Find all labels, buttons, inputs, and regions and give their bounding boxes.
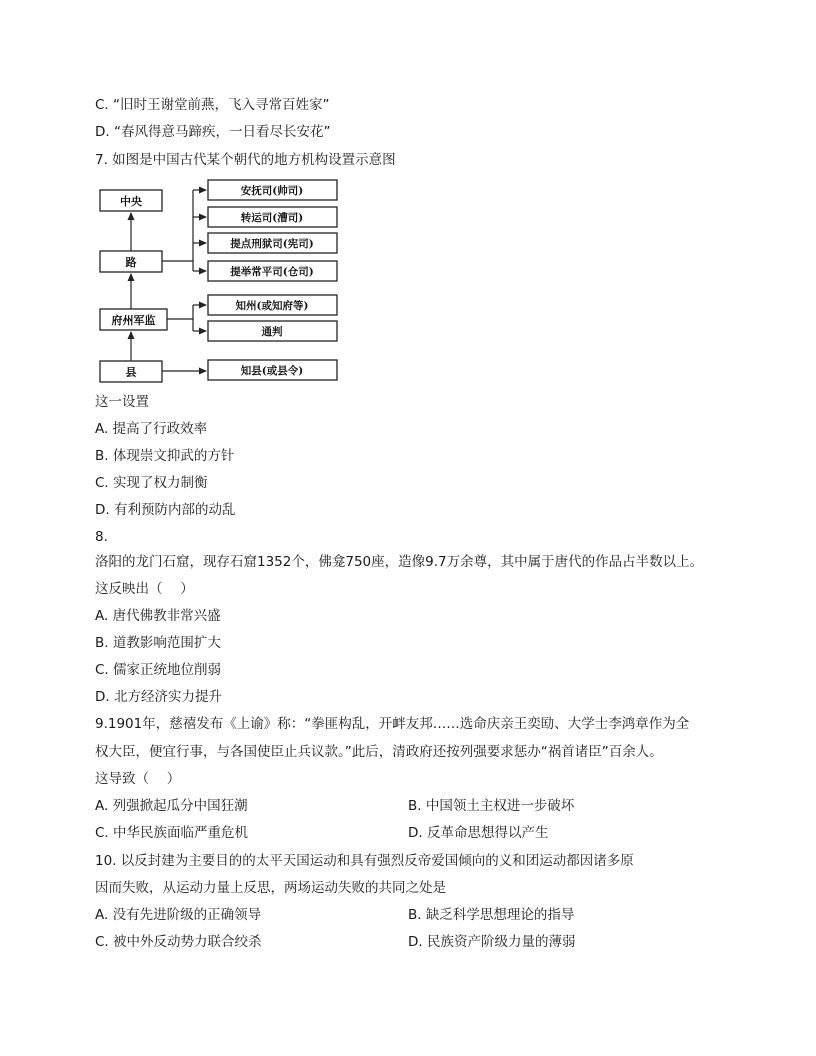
q7-option-c: C. 实现了权力制衡 [95, 475, 208, 491]
q9-option-d: D. 反革命思想得以产生 [408, 825, 549, 841]
local-administration-diagram [95, 175, 345, 385]
node-zhizhou-label: 知州(或知府等) [235, 300, 309, 312]
node-zhixian-label: 知县(或县令) [240, 365, 304, 377]
node-tongpan-label: 通判 [261, 326, 283, 338]
q7-option-a: A. 提高了行政效率 [95, 421, 208, 437]
q6-option-d: D. “春风得意马蹄疾，一日看尽长安花” [95, 124, 331, 140]
q8-option-c: C. 儒家正统地位削弱 [95, 662, 222, 678]
q7-lead: 这一设置 [95, 394, 149, 410]
q9-option-c: C. 中华民族面临严重危机 [95, 825, 249, 841]
q7-option-b: B. 体现崇文抑武的方针 [95, 448, 235, 464]
node-zhuanyun-label: 转运司(漕司) [240, 212, 304, 224]
q10-stem-line2: 因而失败，从运动力量上反思，两场运动失败的共同之处是 [95, 880, 446, 896]
q8-stem-line1: 洛阳的龙门石窟，现存石窟1352个，佛龛750座，造像9.7万余尊，其中属于唐代的作品占半数以上。 [95, 554, 704, 570]
q9-stem-line3: 这导致（ ） [95, 771, 181, 787]
node-fuzhou-label: 府州军监 [111, 314, 156, 327]
q9-option-a: A. 列强掀起瓜分中国狂潮 [95, 798, 248, 814]
q10-option-c: C. 被中外反动势力联合绞杀 [95, 934, 262, 950]
node-tiju-label: 提举常平司(仓司) [230, 266, 314, 278]
node-anfu-label: 安抚司(帅司) [240, 185, 304, 197]
q8-number: 8. [95, 529, 108, 545]
q8-option-a: A. 唐代佛教非常兴盛 [95, 608, 221, 624]
q7-stem: 7. 如图是中国古代某个朝代的地方机构设置示意图 [95, 152, 396, 168]
q9-option-b: B. 中国领土主权进一步破坏 [408, 798, 575, 814]
q8-stem-line2: 这反映出（ ） [95, 581, 194, 597]
node-tidian-label: 提点刑狱司(宪司) [230, 238, 314, 250]
q10-stem-line1: 10. 以反封建为主要目的的太平天国运动和具有强烈反帝爱国倾向的义和团运动都因诸多原 [95, 853, 634, 869]
q8-option-d: D. 北方经济实力提升 [95, 689, 222, 705]
q9-stem-line1: 9.1901年，慈禧发布《上谕》称：“拳匪构乱，开衅友邦……选命庆亲王奕劻、大学士李鸿章作为全 [95, 716, 690, 732]
node-central-label: 中央 [120, 195, 142, 208]
q10-option-d: D. 民族资产阶级力量的薄弱 [408, 934, 576, 950]
q8-option-b: B. 道教影响范围扩大 [95, 635, 221, 651]
q10-option-a: A. 没有先进阶级的正确领导 [95, 907, 262, 923]
q6-option-c: C. “旧时王谢堂前燕，飞入寻常百姓家” [95, 97, 330, 113]
q7-option-d: D. 有利预防内部的动乱 [95, 502, 236, 518]
node-xian-label: 县 [125, 366, 137, 379]
node-lu-label: 路 [125, 256, 137, 269]
q10-option-b: B. 缺乏科学思想理论的指导 [408, 907, 575, 923]
q9-stem-line2: 权大臣，便宜行事，与各国使臣止兵议款。”此后，清政府还按列强要求惩办“祸首诸臣”百余人。 [95, 744, 663, 760]
